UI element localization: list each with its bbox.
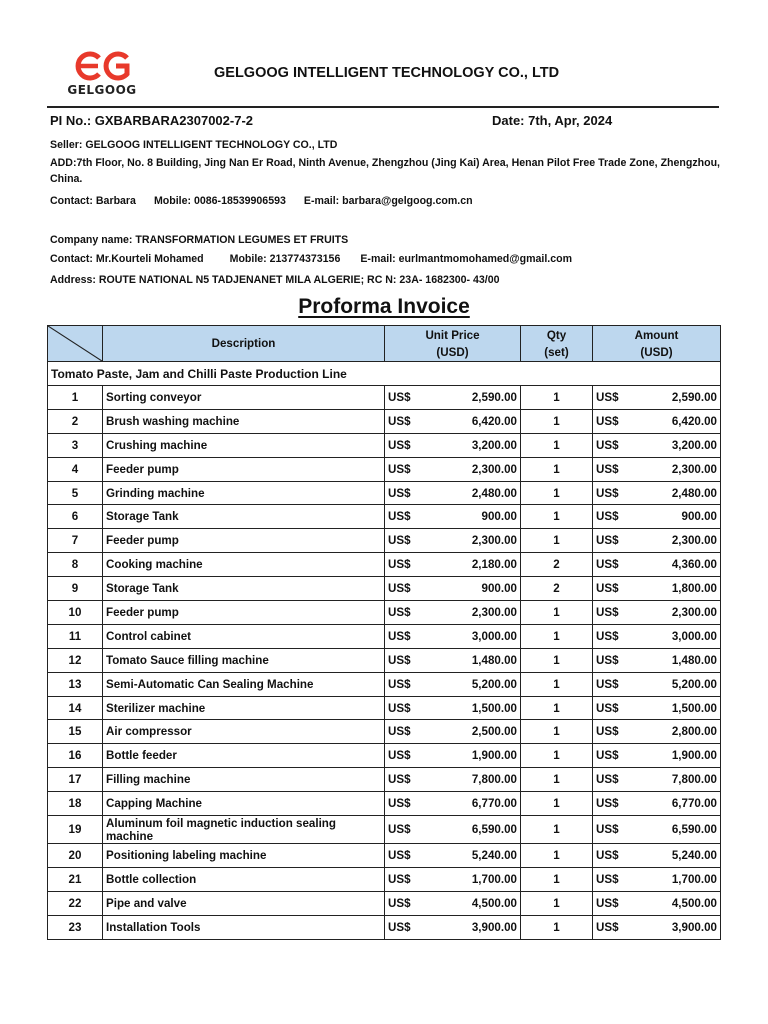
currency-label: US$ (596, 582, 619, 596)
currency-label: US$ (388, 920, 411, 934)
item-number: 10 (48, 601, 103, 625)
currency-label: US$ (388, 848, 411, 862)
unit-price (385, 386, 521, 410)
unit-price (385, 624, 521, 648)
amount-value: 2,300.00 (671, 534, 717, 548)
seller-mobile: Mobile: 0086-18539906593 (153, 195, 286, 207)
column-header-amount: Amount (USD) (593, 326, 721, 362)
currency-label: US$ (596, 920, 619, 934)
table-row (48, 601, 721, 625)
unit-price (385, 867, 521, 891)
item-description: Grinding machine (103, 481, 385, 505)
quantity: 1 (521, 744, 593, 768)
quantity: 1 (521, 433, 593, 457)
unit-price (385, 720, 521, 744)
unit-price-value: 3,900.00 (471, 920, 517, 934)
unit-price-value: 6,420.00 (471, 414, 517, 428)
quantity: 1 (521, 386, 593, 410)
amount-value: 7,800.00 (671, 773, 717, 787)
currency-label: US$ (388, 677, 411, 691)
currency-label: US$ (388, 390, 411, 404)
table-row (48, 744, 721, 768)
amount-value: 3,200.00 (671, 438, 717, 452)
diagonal-corner-cell (48, 326, 103, 362)
currency-label: US$ (388, 534, 411, 548)
unit-price-value: 2,180.00 (471, 558, 517, 572)
quantity: 1 (521, 720, 593, 744)
unit-price (385, 891, 521, 915)
currency-label: US$ (596, 872, 619, 886)
item-number: 6 (48, 505, 103, 529)
quantity: 2 (521, 553, 593, 577)
unit-price (385, 792, 521, 816)
item-description: Feeder pump (103, 529, 385, 553)
unit-price (385, 457, 521, 481)
header-divider (47, 106, 719, 108)
currency-label: US$ (596, 653, 619, 667)
buyer-company: Company name: TRANSFORMATION LEGUMES ET FRUITS (50, 234, 349, 246)
amount (593, 386, 721, 410)
currency-label: US$ (596, 701, 619, 715)
item-description: Tomato Sauce filling machine (103, 648, 385, 672)
amount (593, 867, 721, 891)
amount-value: 1,800.00 (671, 582, 717, 596)
currency-label: US$ (388, 823, 411, 837)
unit-price-value: 7,800.00 (471, 773, 517, 787)
currency-label: US$ (596, 823, 619, 837)
company-logo (64, 50, 140, 100)
seller-contact: Contact: Barbara (50, 195, 136, 207)
amount-value: 1,500.00 (671, 701, 717, 715)
buyer-contact-line (50, 251, 572, 267)
unit-price (385, 844, 521, 868)
unit-price (385, 696, 521, 720)
quantity: 1 (521, 529, 593, 553)
quantity: 1 (521, 505, 593, 529)
table-row (48, 529, 721, 553)
table-row (48, 867, 721, 891)
amount-value: 2,590.00 (671, 390, 717, 404)
item-description: Storage Tank (103, 505, 385, 529)
buyer-email: E-mail: eurlmantmomohamed@gmail.com (360, 253, 572, 265)
item-number: 3 (48, 433, 103, 457)
unit-price (385, 744, 521, 768)
amount-value: 2,300.00 (671, 462, 717, 476)
table-row (48, 553, 721, 577)
item-number: 21 (48, 867, 103, 891)
amount (593, 505, 721, 529)
currency-label: US$ (388, 749, 411, 763)
unit-price-value: 6,770.00 (471, 797, 517, 811)
currency-label: US$ (596, 486, 619, 500)
currency-label: US$ (388, 558, 411, 572)
amount (593, 672, 721, 696)
amount (593, 577, 721, 601)
buyer-address: Address: ROUTE NATIONAL N5 TADJENANET MILA ALGERIE; RC N: 23A- 1682300- 43/00 (50, 274, 500, 286)
currency-label: US$ (388, 896, 411, 910)
table-row (48, 696, 721, 720)
amount (593, 696, 721, 720)
unit-price (385, 601, 521, 625)
unit-price-value: 1,500.00 (471, 701, 517, 715)
item-number: 19 (48, 816, 103, 844)
amount-value: 6,770.00 (671, 797, 717, 811)
unit-price-value: 6,590.00 (471, 823, 517, 837)
currency-label: US$ (596, 605, 619, 619)
item-number: 17 (48, 768, 103, 792)
currency-label: US$ (388, 462, 411, 476)
quantity: 1 (521, 867, 593, 891)
unit-price (385, 816, 521, 844)
table-row (48, 409, 721, 433)
company-title: GELGOOG INTELLIGENT TECHNOLOGY CO., LTD (214, 65, 560, 81)
column-header-description: Description (103, 326, 385, 362)
unit-price-value: 2,500.00 (471, 725, 517, 739)
quantity: 1 (521, 601, 593, 625)
currency-label: US$ (388, 629, 411, 643)
currency-label: US$ (596, 725, 619, 739)
item-number: 7 (48, 529, 103, 553)
item-description: Sorting conveyor (103, 386, 385, 410)
unit-price (385, 481, 521, 505)
item-description: Sterilizer machine (103, 696, 385, 720)
item-number: 12 (48, 648, 103, 672)
table-row (48, 457, 721, 481)
currency-label: US$ (596, 773, 619, 787)
item-description: Feeder pump (103, 601, 385, 625)
amount-value: 5,240.00 (671, 848, 717, 862)
currency-label: US$ (388, 486, 411, 500)
table-row (48, 577, 721, 601)
currency-label: US$ (388, 510, 411, 524)
invoice-table (47, 325, 721, 940)
currency-label: US$ (388, 653, 411, 667)
currency-label: US$ (596, 510, 619, 524)
amount (593, 624, 721, 648)
seller-address: ADD:7th Floor, No. 8 Building, Jing Nan Er Road, Ninth Avenue, Zhengzhou (Jing Kai) Area, Henan Pilot Free Trade Zone, Zhengzhou, China. (50, 157, 720, 185)
item-number: 16 (48, 744, 103, 768)
amount-value: 3,900.00 (671, 920, 717, 934)
buyer-mobile: Mobile: 213774373156 (229, 253, 341, 265)
amount-value: 6,590.00 (671, 823, 717, 837)
quantity: 1 (521, 891, 593, 915)
item-number: 9 (48, 577, 103, 601)
item-number: 11 (48, 624, 103, 648)
item-description: Pipe and valve (103, 891, 385, 915)
unit-price (385, 768, 521, 792)
unit-price-value: 2,300.00 (471, 605, 517, 619)
amount (593, 792, 721, 816)
item-description: Bottle feeder (103, 744, 385, 768)
table-row (48, 648, 721, 672)
amount-value: 6,420.00 (671, 414, 717, 428)
amount-value: 2,300.00 (671, 605, 717, 619)
item-description: Crushing machine (103, 433, 385, 457)
currency-label: US$ (388, 701, 411, 715)
table-row (48, 816, 721, 844)
table-row (48, 433, 721, 457)
unit-price-value: 4,500.00 (471, 896, 517, 910)
currency-label: US$ (388, 438, 411, 452)
quantity: 1 (521, 816, 593, 844)
amount (593, 768, 721, 792)
table-header-row (48, 326, 721, 362)
item-number: 14 (48, 696, 103, 720)
section-title: Tomato Paste, Jam and Chilli Paste Production Line (48, 362, 721, 386)
amount (593, 529, 721, 553)
amount-value: 4,360.00 (671, 558, 717, 572)
pi-number: PI No.: GXBARBARA2307002-7-2 (50, 113, 254, 128)
unit-price (385, 553, 521, 577)
item-description: Control cabinet (103, 624, 385, 648)
currency-label: US$ (596, 558, 619, 572)
amount-value: 4,500.00 (671, 896, 717, 910)
unit-price-value: 900.00 (481, 510, 517, 524)
item-description: Aluminum foil magnetic induction sealing machine (103, 816, 385, 844)
amount-value: 1,900.00 (671, 749, 717, 763)
column-header-qty: Qty (set) (521, 326, 593, 362)
quantity: 1 (521, 768, 593, 792)
currency-label: US$ (596, 749, 619, 763)
seller-name: Seller: GELGOOG INTELLIGENT TECHNOLOGY CO., LTD (50, 139, 338, 151)
item-number: 23 (48, 915, 103, 939)
unit-price-value: 2,480.00 (471, 486, 517, 500)
unit-price (385, 409, 521, 433)
amount-value: 2,800.00 (671, 725, 717, 739)
gelgoog-logo-icon (72, 50, 132, 82)
item-number: 20 (48, 844, 103, 868)
amount-value: 1,700.00 (671, 872, 717, 886)
currency-label: US$ (388, 414, 411, 428)
currency-label: US$ (388, 605, 411, 619)
quantity: 1 (521, 915, 593, 939)
amount-value: 2,480.00 (671, 486, 717, 500)
item-description: Cooking machine (103, 553, 385, 577)
item-number: 18 (48, 792, 103, 816)
amount-value: 3,000.00 (671, 629, 717, 643)
amount (593, 891, 721, 915)
unit-price-value: 1,480.00 (471, 653, 517, 667)
currency-label: US$ (596, 414, 619, 428)
table-row (48, 844, 721, 868)
unit-price (385, 577, 521, 601)
amount (593, 481, 721, 505)
item-number: 15 (48, 720, 103, 744)
item-number: 13 (48, 672, 103, 696)
currency-label: US$ (388, 725, 411, 739)
quantity: 1 (521, 792, 593, 816)
column-header-unit-price: Unit Price (USD) (385, 326, 521, 362)
table-row (48, 915, 721, 939)
amount (593, 744, 721, 768)
item-number: 4 (48, 457, 103, 481)
quantity: 1 (521, 624, 593, 648)
amount-value: 5,200.00 (671, 677, 717, 691)
unit-price (385, 505, 521, 529)
unit-price-value: 2,300.00 (471, 534, 517, 548)
item-description: Feeder pump (103, 457, 385, 481)
quantity: 2 (521, 577, 593, 601)
currency-label: US$ (596, 390, 619, 404)
amount (593, 816, 721, 844)
item-number: 2 (48, 409, 103, 433)
item-number: 22 (48, 891, 103, 915)
table-row (48, 768, 721, 792)
amount (593, 457, 721, 481)
item-description: Capping Machine (103, 792, 385, 816)
unit-price-value: 1,900.00 (471, 749, 517, 763)
item-description: Brush washing machine (103, 409, 385, 433)
diagonal-line-icon (48, 326, 102, 361)
table-row (48, 481, 721, 505)
item-description: Storage Tank (103, 577, 385, 601)
logo-text: GELGOOG (67, 83, 137, 97)
quantity: 1 (521, 409, 593, 433)
currency-label: US$ (596, 797, 619, 811)
unit-price-value: 1,700.00 (471, 872, 517, 886)
document-title: Proforma Invoice (298, 295, 470, 318)
unit-price-value: 2,590.00 (471, 390, 517, 404)
item-number: 1 (48, 386, 103, 410)
item-number: 5 (48, 481, 103, 505)
item-description: Filling machine (103, 768, 385, 792)
unit-price (385, 672, 521, 696)
unit-price-value: 3,000.00 (471, 629, 517, 643)
amount (593, 720, 721, 744)
item-number: 8 (48, 553, 103, 577)
unit-price (385, 648, 521, 672)
currency-label: US$ (596, 677, 619, 691)
unit-price (385, 529, 521, 553)
seller-contact-line (50, 193, 473, 209)
table-row (48, 891, 721, 915)
amount (593, 553, 721, 577)
quantity: 1 (521, 672, 593, 696)
currency-label: US$ (388, 582, 411, 596)
item-description: Semi-Automatic Can Sealing Machine (103, 672, 385, 696)
item-description: Installation Tools (103, 915, 385, 939)
currency-label: US$ (596, 629, 619, 643)
amount-value: 1,480.00 (671, 653, 717, 667)
currency-label: US$ (596, 848, 619, 862)
currency-label: US$ (596, 438, 619, 452)
unit-price (385, 915, 521, 939)
quantity: 1 (521, 648, 593, 672)
unit-price (385, 433, 521, 457)
currency-label: US$ (388, 797, 411, 811)
table-row (48, 672, 721, 696)
currency-label: US$ (388, 773, 411, 787)
currency-label: US$ (388, 872, 411, 886)
amount (593, 648, 721, 672)
table-row (48, 792, 721, 816)
section-row (48, 362, 721, 386)
table-row (48, 386, 721, 410)
seller-email: E-mail: barbara@gelgoog.com.cn (303, 195, 473, 207)
buyer-contact: Contact: Mr.Kourteli Mohamed (50, 253, 204, 265)
amount (593, 433, 721, 457)
table-row (48, 624, 721, 648)
currency-label: US$ (596, 534, 619, 548)
quantity: 1 (521, 457, 593, 481)
item-description: Bottle collection (103, 867, 385, 891)
unit-price-value: 5,240.00 (471, 848, 517, 862)
unit-price-value: 3,200.00 (471, 438, 517, 452)
table-row (48, 720, 721, 744)
currency-label: US$ (596, 462, 619, 476)
invoice-date: Date: 7th, Apr, 2024 (492, 113, 613, 128)
quantity: 1 (521, 696, 593, 720)
unit-price-value: 900.00 (481, 582, 517, 596)
quantity: 1 (521, 481, 593, 505)
amount (593, 915, 721, 939)
amount (593, 409, 721, 433)
item-description: Positioning labeling machine (103, 844, 385, 868)
amount-value: 900.00 (681, 510, 717, 524)
unit-price-value: 5,200.00 (471, 677, 517, 691)
unit-price-value: 2,300.00 (471, 462, 517, 476)
item-description: Air compressor (103, 720, 385, 744)
quantity: 1 (521, 844, 593, 868)
amount (593, 844, 721, 868)
currency-label: US$ (596, 896, 619, 910)
table-row (48, 505, 721, 529)
amount (593, 601, 721, 625)
